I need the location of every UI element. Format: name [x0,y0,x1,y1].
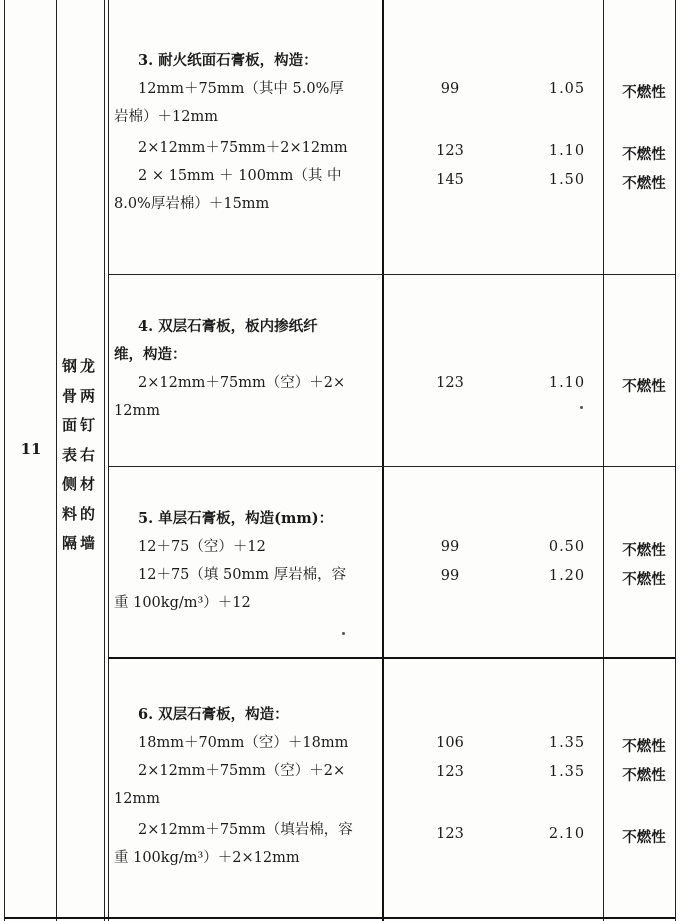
thickness-value: 145 [436,172,464,188]
table-border-left [4,0,5,921]
construction-line: 12mm＋75mm（其中 5.0%厚 [138,81,344,97]
construction-line: 重 100kg/m³）＋2×12mm [114,850,300,866]
section-heading: 4. 双层石膏板，板内掺纸纤 [138,318,318,335]
section-heading: 6. 双层石膏板，构造： [138,706,289,723]
section-heading: 5. 单层石膏板，构造(mm)： [138,510,334,527]
fire-limit-value: 1.35 [548,764,586,780]
construction-line: 8.0%厚岩棉）＋15mm [114,196,270,212]
section-heading: 维，构造： [114,346,187,363]
combustibility-class: 不燃性 [622,738,666,755]
print-speck [580,406,583,409]
construction-line: 2 × 15mm ＋ 100mm（其 中 [138,168,342,184]
column-divider [108,0,109,921]
table-border-bottom [4,917,675,919]
combustibility-class: 不燃性 [622,829,666,846]
construction-line: 12mm [114,403,160,419]
construction-line: 2×12mm＋75mm（空）＋2× [138,375,346,391]
thickness-value: 123 [436,375,464,391]
category-label: 钢龙 骨两 面钉 表右 侧材 料的 隔墙 [61,357,98,552]
fire-limit-value: 1.20 [548,568,586,584]
column-divider [56,0,57,921]
combustibility-class: 不燃性 [622,767,666,784]
fire-limit-value: 2.10 [548,826,586,842]
column-divider [603,0,604,921]
construction-line: 岩棉）＋12mm [114,109,218,125]
fire-limit-value: 0.50 [548,539,586,555]
fire-limit-value: 1.10 [548,143,586,159]
thickness-value: 123 [436,143,464,159]
combustibility-class: 不燃性 [622,84,666,101]
section-6-description [114,701,374,872]
construction-line: 12＋75（空）＋12 [138,539,266,555]
construction-line: 2×12mm＋75mm（填岩棉，容 [138,822,353,838]
construction-line: 2×12mm＋75mm（空）＋2× [138,763,346,779]
column-divider [382,0,384,921]
thickness-value: 99 [440,539,460,555]
row-divider [108,657,675,659]
fire-limit-value: 1.50 [548,172,586,188]
thickness-value: 99 [440,568,460,584]
fire-limit-value: 1.35 [548,735,586,751]
combustibility-class: 不燃性 [622,146,666,163]
combustibility-class: 不燃性 [622,175,666,192]
combustibility-class: 不燃性 [622,571,666,588]
section-5-description [114,505,374,617]
fire-limit-value: 1.10 [548,375,586,391]
thickness-value: 99 [440,81,460,97]
thickness-value: 106 [436,735,464,751]
construction-line: 18mm＋70mm（空）＋18mm [138,735,349,751]
section-4-description [114,313,374,425]
construction-line: 重 100kg/m³）＋12 [114,595,251,611]
column-divider [104,0,105,921]
thickness-value: 123 [436,826,464,842]
construction-line: 12＋75（填 50mm 厚岩棉，容 [138,567,347,583]
row-divider [108,274,675,275]
construction-line: 2×12mm＋75mm＋2×12mm [138,140,348,156]
section-heading: 3. 耐火纸面石膏板，构造： [138,52,318,69]
fire-limit-value: 1.05 [548,81,586,97]
construction-line: 12mm [114,791,160,807]
combustibility-class: 不燃性 [622,542,666,559]
section-3-description [114,47,374,218]
print-speck [342,632,345,635]
thickness-value: 123 [436,764,464,780]
row-number: 11 [20,440,42,458]
row-divider [108,466,675,467]
combustibility-class: 不燃性 [622,378,666,395]
